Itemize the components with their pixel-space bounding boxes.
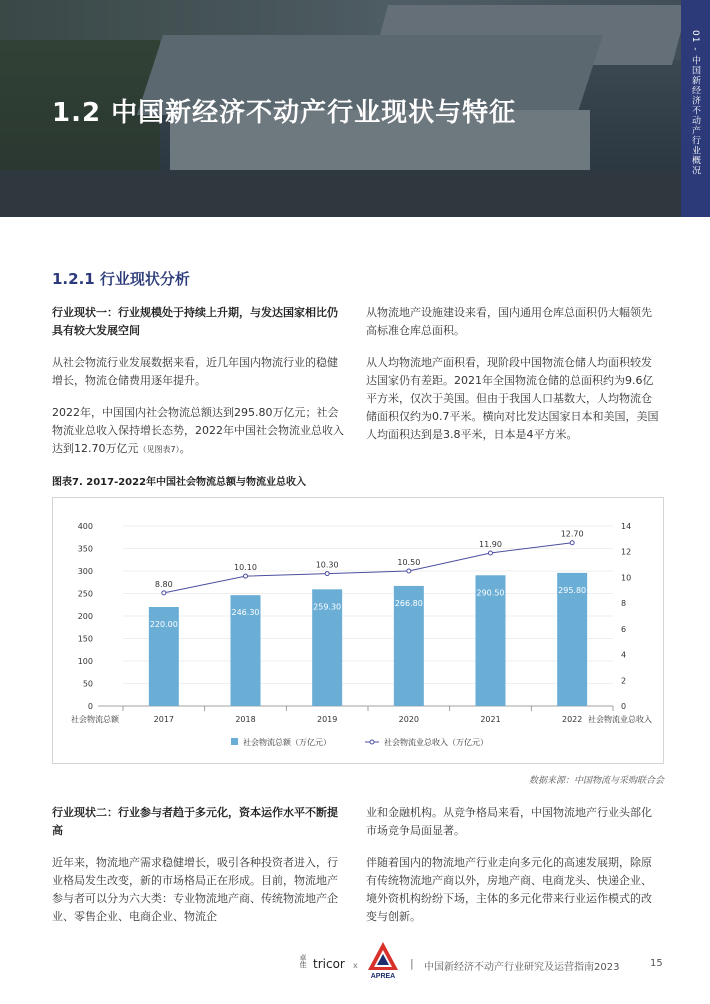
bar-value-label: 246.30	[231, 608, 260, 618]
bar-value-label: 290.50	[476, 588, 505, 598]
right-axis-tick-label: 6	[621, 624, 627, 634]
right-axis-tick-label: 10	[621, 573, 632, 583]
status-two-paragraph-1: 近年来，物流地产需求稳健增长，吸引各种投资者进入，行业格局发生改变，新的市场格局正在形成。目前，物流地产参与者可以分为六大类：专业物流地产商、传统物流地产企业、零售企业、电商企业、物流企	[52, 856, 338, 923]
income-point-2020	[407, 569, 411, 573]
right-axis-tick-label: 12	[621, 547, 632, 557]
status-one-paragraph-1: 从社会物流行业发展数据来看，近几年国内物流行业的稳健增长，物流仓储费用逐年提升。	[52, 356, 338, 387]
x-axis-category-label: 2022	[561, 715, 583, 724]
income-point-2019	[325, 572, 329, 576]
right-axis-label: 社会物流业总收入	[588, 715, 652, 724]
left-axis-tick-label: 350	[77, 544, 93, 554]
chapter-side-tab-label: 01 - 中国新经济不动产行业概况	[690, 30, 700, 176]
right-axis-tick-label: 8	[621, 599, 627, 609]
status-one-paragraph-2-main: 2022年，中国国内社会物流总额达到295.80万亿元；社会物流业总收入保持增长态势，2022年中国社会物流业总收入达到12.70万亿元	[52, 406, 344, 455]
tricor-logo-text: tricor	[313, 957, 345, 971]
legend-bar-label: 社会物流总额（万亿元）	[243, 738, 331, 747]
chart-container	[52, 497, 664, 764]
right-axis-tick-label: 2	[621, 676, 627, 686]
x-axis-category-label: 2021	[480, 715, 501, 724]
right-column-bottom	[366, 804, 662, 940]
left-axis-tick-label: 0	[87, 702, 93, 711]
x-axis-category-label: 2018	[235, 715, 256, 724]
legend-line-label: 社会物流业总收入（万亿元）	[384, 738, 488, 747]
left-axis-tick-label: 150	[77, 634, 93, 644]
status-one-paragraph-2-end: 。	[179, 442, 191, 455]
per-capita-paragraph: 从人均物流地产面积看，现阶段中国物流仓储人均面积较发达国家仍有差距。2021年全国物流仓储的总面积约为9.6亿平方米，仅次于美国。但由于我国人口基数大，人均物流仓储面积仅约为0.7平米。横向对比发达国家日本和美国，美国人均面积达到是3.8平米，日本是4平方米。	[366, 356, 659, 441]
status-one-heading: 行业现状一：行业规模处于持续上升期，与发达国家相比仍具有较大发展空间	[52, 306, 338, 337]
diversification-paragraph: 伴随着国内的物流地产行业走向多元化的高速发展期，除原有传统物流地产商以外，房地产商、电商龙头、快递企业、境外资机构纷纷下场，主体的多元化带来行业运作模式的改变与创新。	[366, 856, 652, 923]
legend-bar-swatch	[231, 738, 238, 745]
right-axis-tick-label: 4	[621, 650, 627, 660]
status-two-heading: 行业现状二：行业参与者趋于多元化，资本运作水平不断提高	[52, 806, 338, 837]
footer-report-title: 中国新经济不动产行业研究及运营指南2023	[424, 962, 620, 973]
footer-separator: |	[410, 957, 414, 970]
income-point-2017	[162, 591, 166, 595]
income-point-2018	[244, 574, 248, 578]
left-axis-label: 社会物流总额	[71, 715, 119, 724]
chapter-side-tab	[681, 0, 710, 217]
income-point-2021	[489, 551, 493, 555]
section-title: 1.2.1 行业现状分析	[52, 270, 190, 288]
income-value-label: 10.50	[397, 558, 421, 567]
left-axis-tick-label: 300	[77, 567, 93, 576]
income-value-label: 10.10	[234, 563, 257, 573]
aprea-logo	[366, 940, 400, 980]
logistics-chart	[53, 498, 663, 763]
tricor-chinese-mark: 卓佳	[299, 954, 307, 968]
legend-line-marker	[370, 740, 374, 744]
page-title: 1.2 中国新经济不动产行业现状与特征	[52, 98, 517, 128]
partnership-x: x	[353, 961, 358, 970]
facility-paragraph: 从物流地产设施建设来看，国内通用仓库总面积仍大幅领先高标准仓库总面积。	[366, 306, 652, 337]
right-axis-tick-label: 14	[621, 522, 632, 531]
left-column-top	[52, 304, 344, 473]
income-value-label: 8.80	[154, 579, 173, 589]
status-one-paragraph-2	[52, 404, 344, 459]
right-column-top	[366, 304, 662, 458]
income-value-label: 11.90	[479, 540, 502, 549]
x-axis-category-label: 2017	[153, 715, 175, 724]
tricor-logo	[313, 957, 345, 971]
bar-value-label: 259.30	[313, 602, 342, 612]
status-one-figure-ref: （见图表7）	[138, 445, 180, 454]
income-line	[164, 543, 572, 593]
page-number: 15	[650, 958, 663, 969]
income-value-label: 12.70	[560, 529, 584, 539]
income-point-2022	[570, 541, 574, 545]
x-axis-category-label: 2020	[398, 715, 420, 724]
left-column-bottom	[52, 804, 344, 940]
left-axis-tick-label: 200	[77, 612, 93, 621]
aprea-logo-text: APREA	[370, 973, 396, 980]
left-axis-tick-label: 100	[77, 657, 93, 666]
competition-paragraph: 业和金融机构。从竞争格局来看，中国物流地产行业头部化市场竞争局面显著。	[366, 806, 652, 837]
hero-banner	[0, 0, 681, 217]
x-axis-category-label: 2019	[316, 715, 338, 724]
left-axis-tick-label: 400	[77, 522, 93, 531]
figure-source: 数据来源：中国物流与采购联合会	[528, 776, 664, 786]
left-axis-tick-label: 50	[82, 679, 93, 689]
left-axis-tick-label: 250	[77, 589, 93, 599]
bar-value-label: 266.80	[394, 598, 423, 608]
right-axis-tick-label: 0	[621, 702, 627, 711]
bar-value-label: 295.80	[558, 585, 587, 595]
bar-value-label: 220.00	[149, 620, 178, 629]
figure-title: 图表7. 2017-2022年中国社会物流总额与物流业总收入	[52, 477, 307, 488]
income-value-label: 10.30	[315, 560, 339, 570]
